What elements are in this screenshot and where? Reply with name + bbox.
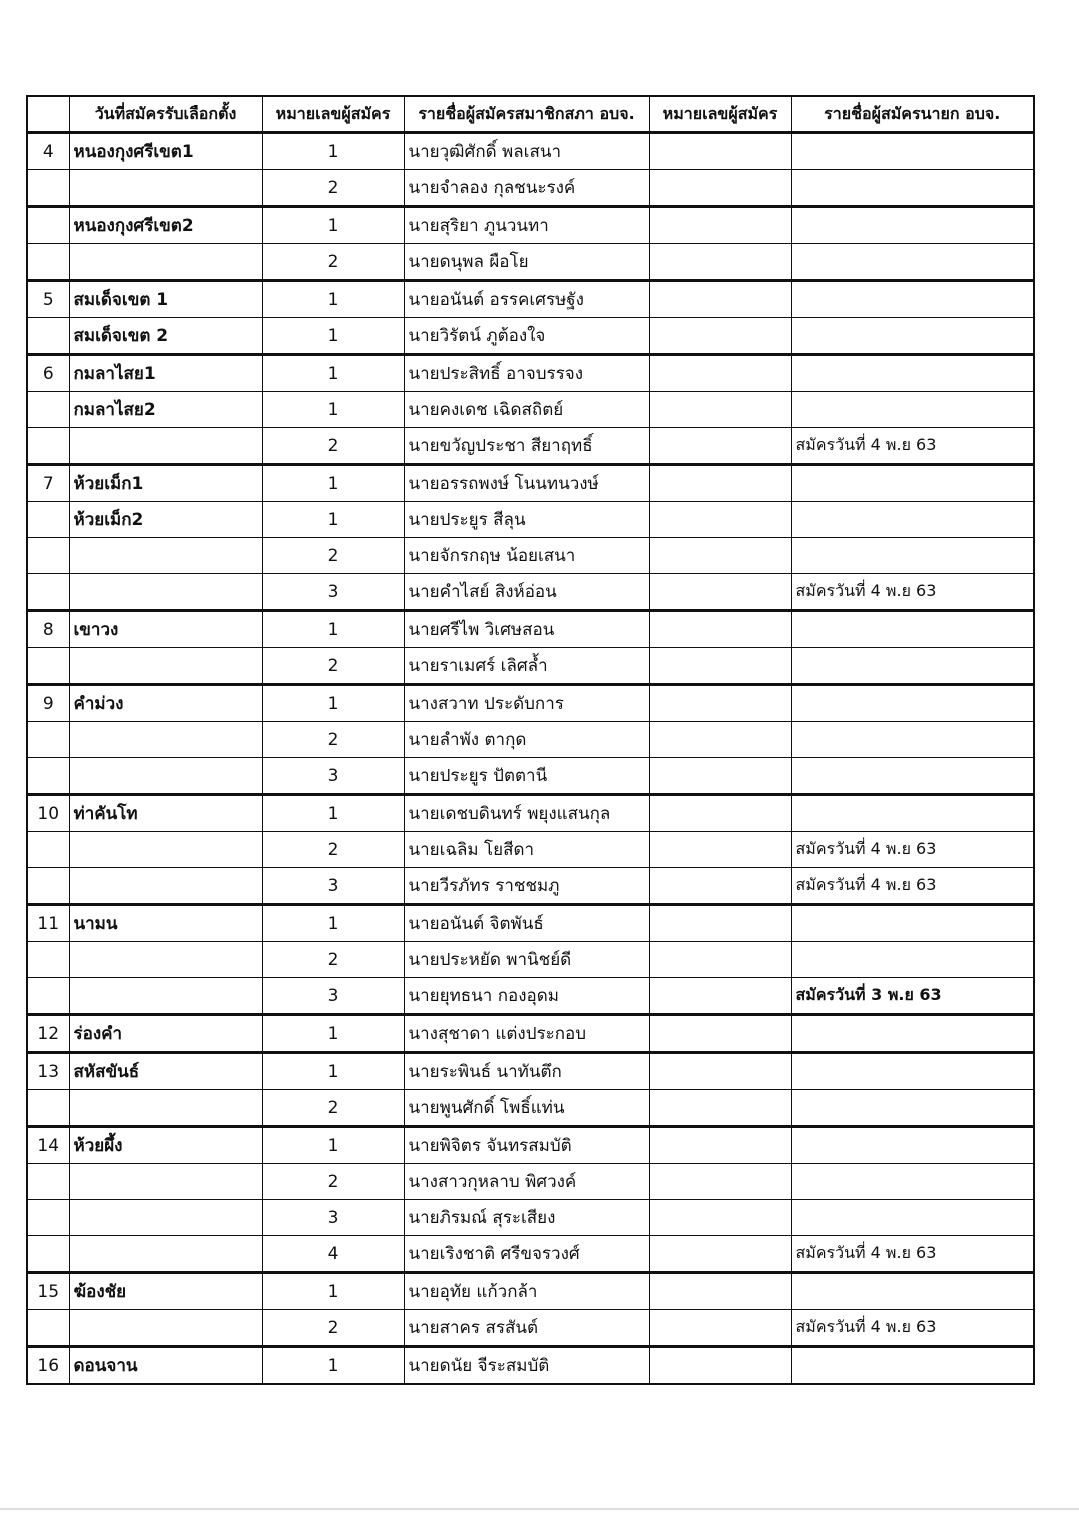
application-note [791,1090,1034,1127]
candidate-name: นายอนันต์ จิตพันธ์ [404,905,649,942]
district-name [69,1236,262,1273]
candidate-name: นายพูนศักดิ์ โพธิ์แท่น [404,1090,649,1127]
application-note [791,465,1034,502]
mayor-number [649,832,791,868]
row-number [27,942,69,978]
row-number [27,1236,69,1273]
application-note [791,1273,1034,1310]
application-note [791,318,1034,355]
mayor-number [649,392,791,428]
application-note: สมัครวันที่ 3 พ.ย 63 [791,978,1034,1015]
row-number: 9 [27,685,69,722]
row-number [27,1090,69,1127]
application-note: สมัครวันที่ 4 พ.ย 63 [791,1310,1034,1347]
mayor-number [649,465,791,502]
candidate-number: 2 [262,1090,404,1127]
candidate-name: นายดนัย จีระสมบัติ [404,1347,649,1385]
mayor-number [649,905,791,942]
candidate-number: 1 [262,1273,404,1310]
table-row [27,538,1034,574]
table-row [27,318,1034,355]
application-note [791,905,1034,942]
district-name [69,722,262,758]
district-name [69,868,262,905]
district-name: ท่าคันโท [69,795,262,832]
row-number [27,502,69,538]
row-number: 16 [27,1347,69,1385]
application-note [791,795,1034,832]
table-row [27,502,1034,538]
district-name: กมลาไสย1 [69,355,262,392]
district-name [69,832,262,868]
candidate-number: 2 [262,1310,404,1347]
candidate-name: นายประหยัด พานิชย์ดี [404,942,649,978]
table-row [27,1090,1034,1127]
candidate-number: 3 [262,758,404,795]
table-row [27,832,1034,868]
candidate-number: 2 [262,648,404,685]
table-row [27,1347,1034,1385]
table-header-row [27,96,1034,133]
district-name: ฆ้องชัย [69,1273,262,1310]
district-name [69,538,262,574]
mayor-number [649,1127,791,1164]
candidate-name: นายคงเดช เฉิดสถิตย์ [404,392,649,428]
application-note [791,281,1034,318]
table-row [27,611,1034,648]
district-name [69,978,262,1015]
header-council-name: รายชื่อผู้สมัครสมาชิกสภา อบจ. [404,96,649,133]
table-row [27,648,1034,685]
row-number: 8 [27,611,69,648]
application-note: สมัครวันที่ 4 พ.ย 63 [791,428,1034,465]
row-number [27,538,69,574]
district-name [69,1310,262,1347]
row-number: 5 [27,281,69,318]
candidate-name: นายจักรกฤษ น้อยเสนา [404,538,649,574]
table-row [27,244,1034,281]
mayor-number [649,318,791,355]
application-note: สมัครวันที่ 4 พ.ย 63 [791,868,1034,905]
mayor-number [649,1236,791,1273]
district-name: ห้วยผึ้ง [69,1127,262,1164]
mayor-number [649,978,791,1015]
application-note [791,1200,1034,1236]
mayor-number [649,538,791,574]
row-number [27,1164,69,1200]
candidate-name: นายภิรมณ์ สุระเสียง [404,1200,649,1236]
table-row [27,1310,1034,1347]
candidate-name: นายเริงชาติ ศรีขจรวงศ์ [404,1236,649,1273]
table-row [27,170,1034,207]
candidate-name: นายระพินธ์ นาทันตึก [404,1053,649,1090]
row-number: 10 [27,795,69,832]
district-name: สหัสขันธ์ [69,1053,262,1090]
mayor-number [649,758,791,795]
table-row [27,1053,1034,1090]
district-name [69,428,262,465]
application-note [791,538,1034,574]
candidate-name: นางสุชาดา แต่งประกอบ [404,1015,649,1053]
candidate-name: นายวิรัตน์ ภูต้องใจ [404,318,649,355]
candidate-name: นายเฉลิม โยสีดา [404,832,649,868]
candidate-name: นายคำไสย์ สิงห์อ่อน [404,574,649,611]
mayor-number [649,795,791,832]
row-number [27,1200,69,1236]
application-note [791,1127,1034,1164]
candidate-name: นายลำพัง ตากุด [404,722,649,758]
row-number [27,1310,69,1347]
table-row [27,281,1034,318]
district-name: นามน [69,905,262,942]
district-name [69,574,262,611]
page-edge [0,1508,1079,1510]
row-number [27,207,69,244]
application-note: สมัครวันที่ 4 พ.ย 63 [791,1236,1034,1273]
candidate-name: นายราเมศร์ เลิศล้ำ [404,648,649,685]
header-mayor-name: รายชื่อผู้สมัครนายก อบจ. [791,96,1034,133]
candidate-number: 4 [262,1236,404,1273]
application-note: สมัครวันที่ 4 พ.ย 63 [791,574,1034,611]
candidate-name: นายอุทัย แก้วกล้า [404,1273,649,1310]
table-row [27,574,1034,611]
candidate-name: นายยุทธนา กองอุดม [404,978,649,1015]
candidate-number: 3 [262,978,404,1015]
district-name: เขาวง [69,611,262,648]
candidate-number: 1 [262,318,404,355]
table-row [27,465,1034,502]
application-note [791,170,1034,207]
candidate-name: นายขวัญประชา สียาฤทธิ์ [404,428,649,465]
district-name: ห้วยเม็ก1 [69,465,262,502]
application-note [791,1053,1034,1090]
row-number: 4 [27,133,69,170]
candidate-number: 2 [262,538,404,574]
candidate-number: 1 [262,1347,404,1385]
candidate-number: 2 [262,722,404,758]
candidate-number: 1 [262,1053,404,1090]
candidate-name: นายประสิทธิ์ อาจบรรจง [404,355,649,392]
row-number: 11 [27,905,69,942]
district-name: คำม่วง [69,685,262,722]
mayor-number [649,574,791,611]
mayor-number [649,1310,791,1347]
mayor-number [649,942,791,978]
candidate-name: นายสาคร สรสันต์ [404,1310,649,1347]
candidate-name: นายดนุพล ผือโย [404,244,649,281]
candidate-number: 2 [262,170,404,207]
row-number [27,574,69,611]
row-number: 6 [27,355,69,392]
district-name: ห้วยเม็ก2 [69,502,262,538]
candidate-name: นายประยูร ปัตตานี [404,758,649,795]
candidate-name: นายอนันต์ อรรคเศรษฐัง [404,281,649,318]
application-note [791,685,1034,722]
application-note [791,611,1034,648]
mayor-number [649,502,791,538]
table-row [27,355,1034,392]
district-name [69,170,262,207]
district-name: สมเด็จเขต 1 [69,281,262,318]
candidate-number: 1 [262,392,404,428]
candidate-name: นายสุริยา ภูนวนทา [404,207,649,244]
candidate-name: นายประยูร สีลุน [404,502,649,538]
row-number [27,428,69,465]
row-number [27,978,69,1015]
table-row [27,795,1034,832]
row-number: 13 [27,1053,69,1090]
application-note: สมัครวันที่ 4 พ.ย 63 [791,832,1034,868]
row-number [27,832,69,868]
district-name: ดอนจาน [69,1347,262,1385]
application-note [791,722,1034,758]
application-note [791,1347,1034,1385]
row-number: 14 [27,1127,69,1164]
table-row [27,133,1034,170]
row-number [27,318,69,355]
row-number: 12 [27,1015,69,1053]
district-name [69,1164,262,1200]
mayor-number [649,281,791,318]
candidate-number: 1 [262,611,404,648]
candidate-number: 2 [262,428,404,465]
district-name [69,942,262,978]
mayor-number [649,868,791,905]
table-row [27,758,1034,795]
mayor-number [649,1090,791,1127]
mayor-number [649,355,791,392]
candidate-number: 1 [262,502,404,538]
mayor-number [649,1347,791,1385]
table-row [27,1164,1034,1200]
candidate-number: 1 [262,465,404,502]
mayor-number [649,1015,791,1053]
row-number: 15 [27,1273,69,1310]
candidate-number: 1 [262,685,404,722]
candidate-number: 2 [262,942,404,978]
application-note [791,758,1034,795]
mayor-number [649,1273,791,1310]
table-row [27,942,1034,978]
mayor-number [649,685,791,722]
mayor-number [649,170,791,207]
table-row [27,868,1034,905]
candidate-name: นายวุฒิศักดิ์ พลเสนา [404,133,649,170]
application-note [791,392,1034,428]
candidate-name: นายวีรภัทร ราชชมภู [404,868,649,905]
table-row [27,207,1034,244]
candidate-number: 1 [262,1015,404,1053]
district-name: ร่องคำ [69,1015,262,1053]
candidate-name: นายศรีไพ วิเศษสอน [404,611,649,648]
candidate-name: นายพิจิตร จันทรสมบัติ [404,1127,649,1164]
table-row [27,1236,1034,1273]
mayor-number [649,722,791,758]
candidate-number: 2 [262,1164,404,1200]
district-name [69,648,262,685]
row-number [27,170,69,207]
table-row [27,1015,1034,1053]
table-row [27,1200,1034,1236]
candidate-number: 3 [262,1200,404,1236]
application-note [791,207,1034,244]
application-note [791,648,1034,685]
table-row [27,428,1034,465]
district-name: สมเด็จเขต 2 [69,318,262,355]
candidate-name: นายจำลอง กุลชนะรงค์ [404,170,649,207]
mayor-number [649,1164,791,1200]
mayor-number [649,428,791,465]
district-name [69,1200,262,1236]
candidate-number: 2 [262,244,404,281]
candidate-name: นางสาวกุหลาบ พิศวงค์ [404,1164,649,1200]
table-row [27,392,1034,428]
application-note [791,355,1034,392]
application-note [791,1015,1034,1053]
mayor-number [649,648,791,685]
table-row [27,722,1034,758]
application-note [791,1164,1034,1200]
district-name: หนองกุงศรีเขต1 [69,133,262,170]
district-name [69,758,262,795]
header-council-number: หมายเลขผู้สมัคร [262,96,404,133]
candidate-number: 1 [262,795,404,832]
candidate-name: นางสวาท ประดับการ [404,685,649,722]
row-number [27,868,69,905]
candidate-table [26,95,1035,1385]
application-note [791,942,1034,978]
district-name: หนองกุงศรีเขต2 [69,207,262,244]
candidate-number: 1 [262,1127,404,1164]
candidate-number: 1 [262,281,404,318]
table-row [27,1127,1034,1164]
table-row [27,978,1034,1015]
mayor-number [649,207,791,244]
row-number [27,244,69,281]
application-note [791,133,1034,170]
candidate-name: นายเดชบดินทร์ พยุงแสนกุล [404,795,649,832]
header-no [27,96,69,133]
candidate-number: 2 [262,832,404,868]
candidate-number: 1 [262,207,404,244]
mayor-number [649,1053,791,1090]
candidate-number: 1 [262,133,404,170]
candidate-number: 3 [262,868,404,905]
application-note [791,502,1034,538]
district-name [69,244,262,281]
application-note [791,244,1034,281]
table-row [27,905,1034,942]
table-row [27,1273,1034,1310]
row-number [27,392,69,428]
mayor-number [649,133,791,170]
mayor-number [649,1200,791,1236]
row-number [27,758,69,795]
candidate-name: นายอรรถพงษ์ โนนทนวงษ์ [404,465,649,502]
candidate-number: 1 [262,355,404,392]
table-row [27,685,1034,722]
header-mayor-number: หมายเลขผู้สมัคร [649,96,791,133]
mayor-number [649,244,791,281]
mayor-number [649,611,791,648]
district-name: กมลาไสย2 [69,392,262,428]
district-name [69,1090,262,1127]
row-number [27,648,69,685]
header-date: วันที่สมัครรับเลือกตั้ง [69,96,262,133]
candidate-number: 3 [262,574,404,611]
row-number [27,722,69,758]
candidate-number: 1 [262,905,404,942]
row-number: 7 [27,465,69,502]
